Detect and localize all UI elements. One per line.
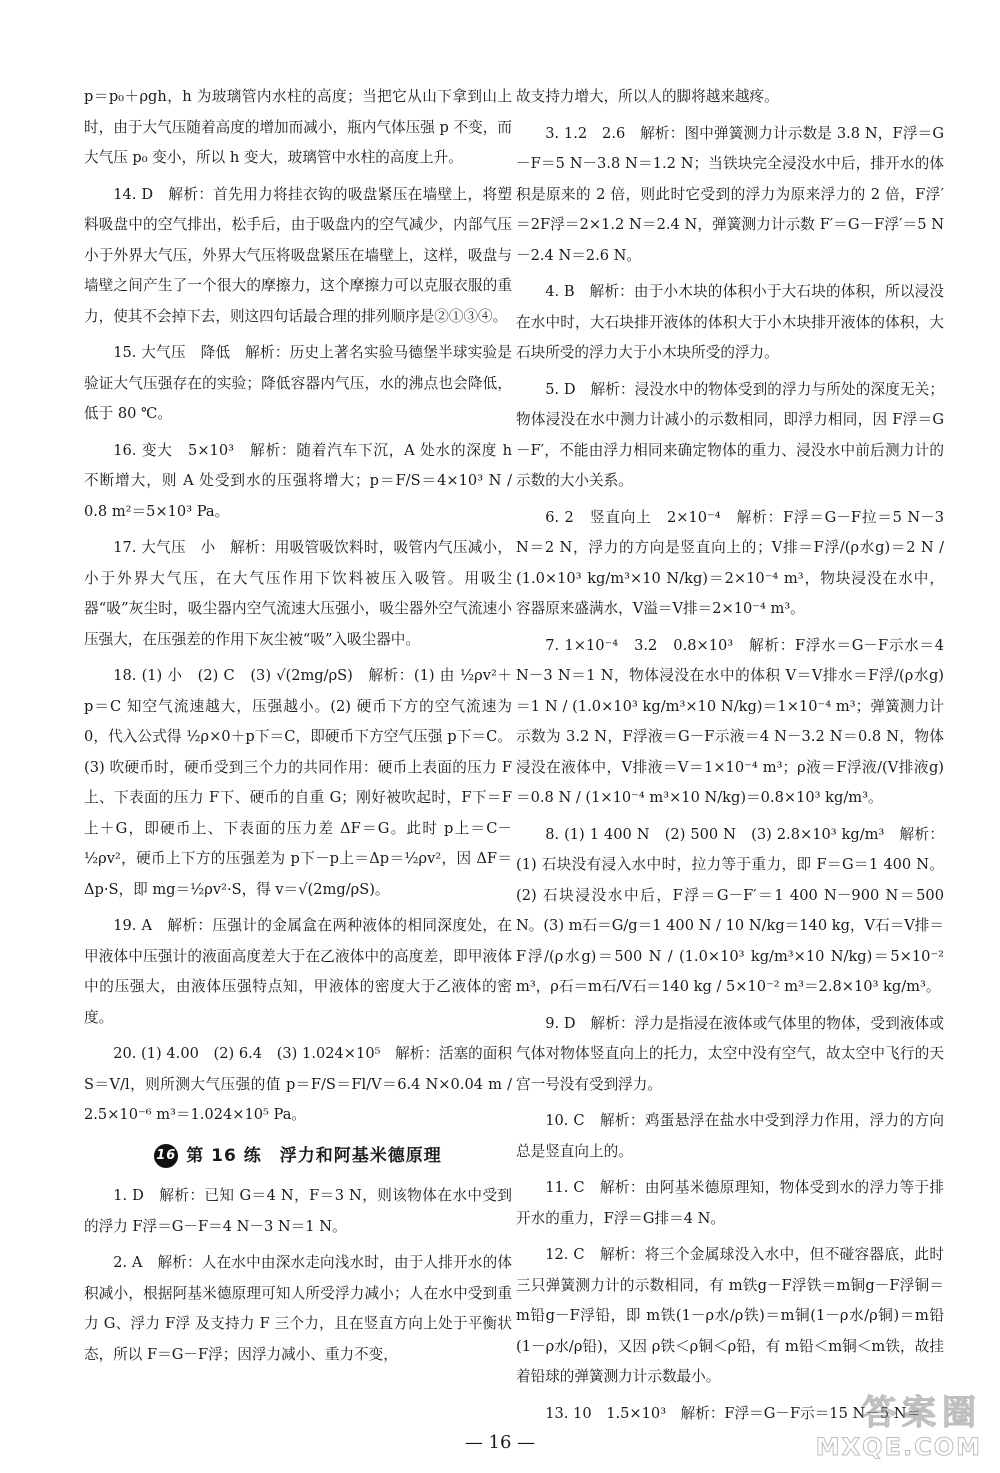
answer-paragraph: 6. 2 竖直向上 2×10⁻⁴ 解析：F浮＝G－F拉＝5 N－3 N＝2 N，浮力的方向是竖直向上的；V排＝F浮/(ρ水g)＝2 N / (1.0×10³ kg/m³×10 N/kg)＝2×10⁻⁴ m³，物块浸没在水中，容器原来盛满水，V溢＝V排＝2×10⁻⁴ m³。 — [516, 508, 944, 617]
watermark-url: MXQE.COM — [815, 1433, 982, 1461]
answer-paragraph: 14. D 解析：首先用力将挂衣钩的吸盘紧压在墙壁上，将塑料吸盘中的空气排出，松手后，由于吸盘内的空气减少，内部气压小于外界大气压，外界大气压将吸盘紧压在墙壁上，这样，吸盘与墙壁之间产生了一个很大的摩擦力，这个摩擦力可以克服衣服的重力，使其不会掉下去，则这四句话最合理的排列顺序是②①③④。 — [84, 185, 512, 325]
section-number-badge: 16 — [154, 1144, 178, 1168]
answer-paragraph: 16. 变大 5×10³ 解析：随着汽车下沉，A 处水的深度 h 不断增大，则 A 处受到水的压强将增大；p＝F/S＝4×10³ N / 0.8 m²＝5×10³ Pa。 — [84, 441, 512, 520]
page-number: — 16 — — [464, 1432, 536, 1453]
answer-paragraph: 7. 1×10⁻⁴ 3.2 0.8×10³ 解析：F浮水＝G－F示水＝4 N－3 N＝1 N，物体浸没在水中的体积 V＝V排水＝F浮/(ρ水g)＝1 N / (1.0×10³ kg/m³×10 N/kg)＝1×10⁻⁴ m³；弹簧测力计示数为 3.2 N，F浮液＝G－F示液＝4 N－3.2 N＝0.8 N，物体浸没在液体中，V排液＝V＝1×10⁻⁴ m³；ρ液＝F浮液/(V排液g)＝0.8 N / (1×10⁻⁴ m³×10 N/kg)＝0.8×10³ kg/m³。 — [516, 636, 944, 806]
answer-paragraph: 故支持力增大，所以人的脚将越来越疼。 — [516, 88, 779, 105]
answer-paragraph: 3. 1.2 2.6 解析：图中弹簧测力计示数是 3.8 N，F浮＝G－F＝5 N－3.8 N＝1.2 N；当铁块完全浸没水中后，排开水的体积是原来的 2 倍，则此时它受到的浮力为原来浮力的 2 倍，F浮′＝2F浮＝2×1.2 N＝2.4 N，弹簧测力计示数 F′＝G－F浮′＝5 N－2.4 N＝2.6 N。 — [516, 124, 944, 264]
answer-paragraph: 12. C 解析：将三个金属球没入水中，但不碰容器底，此时三只弹簧测力计的示数相同，有 m铁g－F浮铁＝m铜g－F浮铜＝m铅g－F浮铅，即 m铁(1－ρ水/ρ铁)＝m铜(1－ρ水/ρ铜)＝m铅(1－ρ水/ρ铅)，又因 ρ铁＜ρ铜＜ρ铅，有 m铅＜m铜＜m铁，故挂着铅球的弹簧测力计示数最小。 — [516, 1246, 944, 1385]
answer-paragraph: 11. C 解析：由阿基米德原理知，物体受到水的浮力等于排开水的重力，F浮＝G排＝4 N。 — [516, 1179, 944, 1227]
answer-paragraph: 13. 10 1.5×10³ 解析：F浮＝G－F示＝15 N－5 N＝ — [545, 1404, 922, 1422]
answer-paragraph: 8. (1) 1 400 N (2) 500 N (3) 2.8×10³ kg/m³ 解析：(1) 石块没有浸入水中时，拉力等于重力，即 F＝G＝1 400 N。(2) 石块浸没水中后，F浮＝G－F′＝1 400 N－900 N＝500 N。(3) m石＝G/g＝1 400 N / 10 N/kg＝140 kg，V石＝V排＝F浮/(ρ水g)＝500 N / (1.0×10³ kg/m³×10 N/kg)＝5×10⁻² m³，ρ石＝m石/V石＝140 kg / 5×10⁻² m³＝2.8×10³ kg/m³。 — [516, 825, 944, 995]
answer-paragraph: 20. (1) 4.00 (2) 6.4 (3) 1.024×10⁵ 解析：活塞的面积 S＝V/l，则所测大气压强的值 p＝F/S＝Fl/V＝6.4 N×0.04 m / 2.5×10⁻⁶ m³＝1.024×10⁵ Pa。 — [84, 1045, 512, 1123]
answer-paragraph: 17. 大气压 小 解析：用吸管吸饮料时，吸管内气压减小，小于外界大气压，在大气压作用下饮料被压入吸管。用吸尘器“吸”灰尘时，吸尘器内空气流速大压强小，吸尘器外空气流速小压强大，在压强差的作用下灰尘被“吸”入吸尘器中。 — [84, 539, 512, 648]
answer-paragraph: 15. 大气压 降低 解析：历史上著名实验马德堡半球实验是验证大气压强存在的实验；降低容器内气压，水的沸点也会降低，低于 80 ℃。 — [84, 344, 512, 422]
right-paragraphs — [516, 82, 944, 1429]
left-paragraphs-after — [84, 1181, 512, 1370]
answer-paragraph: 18. (1) 小 (2) C (3) √(2mg/ρS) 解析：(1) 由 ½ρv²＋p＝C 知空气流速越大，压强越小。(2) 硬币下方的空气流速为 0，代入公式得 ½ρ×0＋p下＝C，即硬币下方空气压强 p下＝C。(3) 吹硬币时，硬币受到三个力的共同作用：硬币上表面的压力 F上、下表面的压力 F下、硬币的自重 G；刚好被吹起时，F下＝F上＋G，即硬币上、下表面的压力差 ΔF＝G。此时 p上＝C－½ρv²，硬币上下方的压强差为 p下－p上＝Δp＝½ρv²，因 ΔF＝Δp·S，即 mg＝½ρv²·S，得 v＝√(2mg/ρS)。 — [84, 667, 512, 898]
answer-paragraph: 9. D 解析：浮力是指浸在液体或气体里的物体，受到液体或气体对物体竖直向上的托力，太空中没有空气，故太空中飞行的天宫一号没有受到浮力。 — [516, 1014, 944, 1093]
answer-paragraph: 2. A 解析：人在水中由深水走向浅水时，由于人排开水的体积减小，根据阿基米德原理可知人所受浮力减小；人在水中受到重力 G、浮力 F浮 及支持力 F 三个力，且在竖直方向上处于平衡状态，所以 F＝G－F浮；因浮力减小、重力不变， — [84, 1254, 512, 1363]
left-column — [84, 82, 512, 1376]
answer-paragraph: p＝p₀＋ρgh，h 为玻璃管内水柱的高度；当把它从山下拿到山上时，由于大气压随着高度的增加而减小，瓶内气体压强 p 不变，而大气压 p₀ 变小，所以 h 变大，玻璃管中水柱的高度上升。 — [84, 88, 512, 166]
section-title-text: 第 16 练 浮力和阿基米德原理 — [186, 1145, 442, 1166]
watermark-logo — [782, 1393, 982, 1465]
left-paragraphs — [84, 82, 512, 1131]
answer-paragraph: 19. A 解析：压强计的金属盒在两种液体的相同深度处，在甲液体中压强计的液面高度差大于在乙液体中的高度差，即甲液体中的压强大，由液体压强特点知，甲液体的密度大于乙液体的密度。 — [84, 917, 512, 1026]
answer-paragraph: 10. C 解析：鸡蛋悬浮在盐水中受到浮力作用，浮力的方向总是竖直向上的。 — [516, 1112, 944, 1160]
watermark-logo-text: 答案圈 — [862, 1393, 982, 1433]
answer-paragraph: 1. D 解析：已知 G＝4 N，F＝3 N，则该物体在水中受到的浮力 F浮＝G－F＝4 N－3 N＝1 N。 — [84, 1187, 512, 1235]
answer-paragraph: 4. B 解析：由于小木块的体积小于大石块的体积，所以浸没在水中时，大石块排开液体的体积大于小木块排开液体的体积，大石块所受的浮力大于小木块所受的浮力。 — [516, 283, 944, 361]
right-column — [516, 82, 944, 1435]
section-heading — [84, 1141, 512, 1172]
answer-paragraph: 5. D 解析：浸没水中的物体受到的浮力与所处的深度无关；物体浸没在水中测力计减小的示数相同，即浮力相同，因 F浮＝G－F′，不能由浮力相同来确定物体的重力、浸没水中前后测力计的示数的大小关系。 — [516, 380, 944, 489]
